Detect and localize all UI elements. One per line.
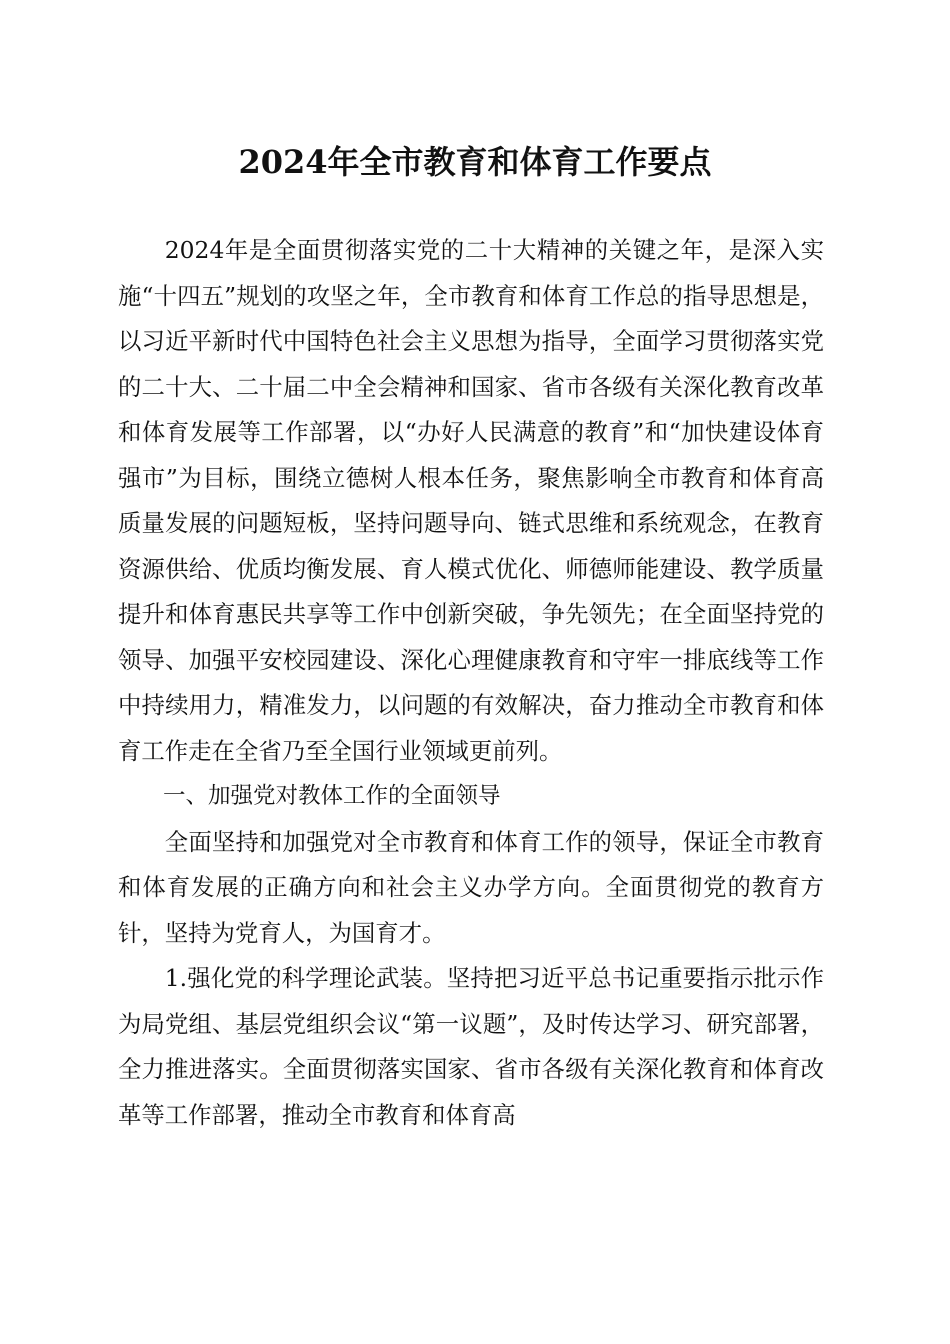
section-1-item-1: 1.强化党的科学理论武装。坚持把习近平总书记重要指示批示作为局党组、基层党组织会议“第一议题”，及时传达学习、研究部署，全力推进落实。全面贯彻落实国家、省市各级有关深化教育和体育改革等工作部署，推动全市教育和体育高 [118, 964, 824, 1129]
document-body [118, 228, 824, 1138]
intro-paragraph: 2024年是全面贯彻落实党的二十大精神的关键之年，是深入实施“十四五”规划的攻坚之年，全市教育和体育工作总的指导思想是，以习近平新时代中国特色社会主义思想为指导，全面学习贯彻落实党的二十大、二十届二中全会精神和国家、省市各级有关深化教育改革和体育发展等工作部署，以“办好人民满意的教育”和“加快建设体育强市”为目标，围绕立德树人根本任务，聚焦影响全市教育和体育高质量发展的问题短板，坚持问题导向、链式思维和系统观念，在教育资源供给、优质均衡发展、育人模式优化、师德师能建设、教学质量提升和体育惠民共享等工作中创新突破，争先领先；在全面坚持党的领导、加强平安校园建设、深化心理健康教育和守牢一排底线等工作中持续用力，精准发力，以问题的有效解决，奋力推动全市教育和体育工作走在全省乃至全国行业领域更前列。 [118, 236, 824, 765]
section-1-paragraph: 全面坚持和加强党对全市教育和体育工作的领导，保证全市教育和体育发展的正确方向和社会主义办学方向。全面贯彻党的教育方针，坚持为党育人，为国育才。 [118, 827, 824, 947]
section-heading-1: 一、加强党对教体工作的全面领导 [163, 783, 501, 809]
document-title: 2024年全市教育和体育工作要点 [238, 143, 712, 181]
